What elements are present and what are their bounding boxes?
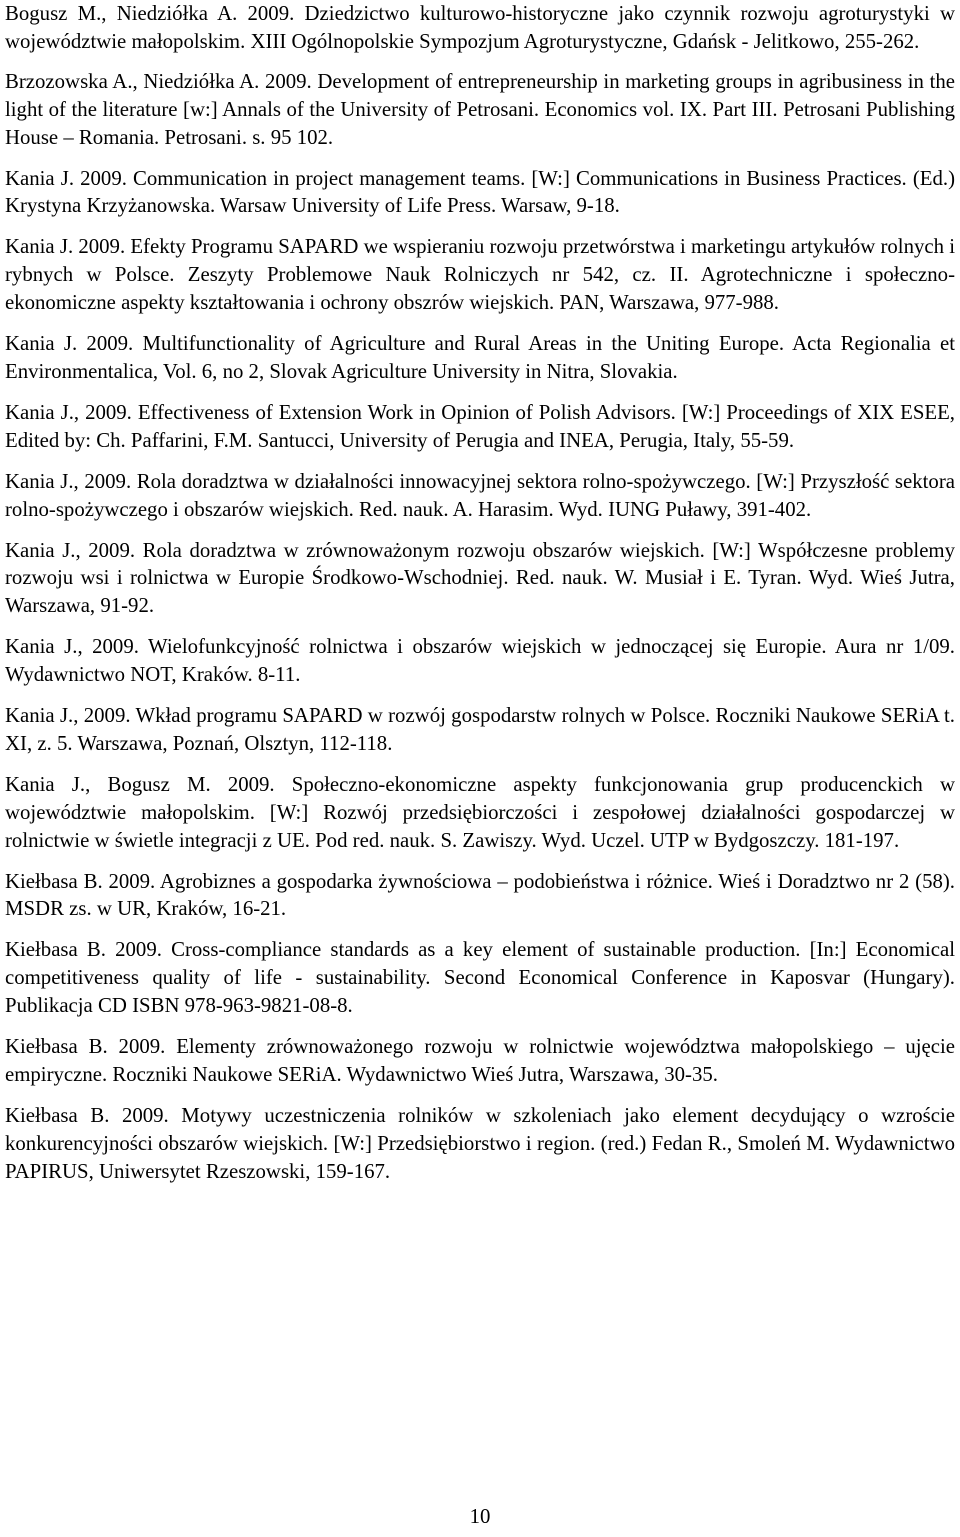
reference-entry: Bogusz M., Niedziółka A. 2009. Dziedzictwo kulturowo-historyczne jako czynnik rozwoju agroturystyki w województwie małopolskim. XIII Ogólnopolskie Sympozjum Agroturystyczne, Gdańsk - Jelitkowo, 255-262. xyxy=(5,2,955,53)
reference-entry: Kiełbasa B. 2009. Elementy zrównoważonego rozwoju w rolnictwie województwa małopolskiego – ujęcie empiryczne. Roczniki Naukowe SERiA. Wydawnictwo Wieś Jutra, Warszawa, 30-35. xyxy=(5,1035,955,1086)
reference-entry: Kania J., 2009. Wielofunkcyjność rolnictwa i obszarów wiejskich w jednoczącej się Europie. Aura nr 1/09. Wydawnictwo NOT, Kraków. 8-11. xyxy=(5,635,955,687)
reference-entry: Kania J. 2009. Efekty Programu SAPARD we wspieraniu rozwoju przetwórstwa i marketingu artykułów rolnych i rybnych w Polsce. Zeszyty Problemowe Nauk Rolniczych nr 542, cz. II. Agrotechniczne i społeczno-ekonomiczne aspekty kształtowania i ochrony obszrów wiejskich. PAN, Warszawa, 977-988. xyxy=(5,235,955,315)
reference-entry: Kania J. 2009. Communication in project management teams. [W:] Communications in Business Practices. (Ed.) Krystyna Krzyżanowska. Warsaw University of Life Press. Warsaw, 9-18. xyxy=(5,166,955,218)
reference-entry: Kiełbasa B. 2009. Agrobiznes a gospodarka żywnościowa – podobieństwa i różnice. Wieś i Doradztwo nr 2 (58). MSDR zs. w UR, Kraków, 16-21. xyxy=(5,869,955,921)
reference-entry: Brzozowska A., Niedziółka A. 2009. Development of entrepreneurship in marketing groups in agribusiness in the light of the literature [w:] Annals of the University of Petrosani. Economics vol. IX. Part III. Petrosani Publishing House – Romania. Petrosani. s. 95 102. xyxy=(5,69,955,149)
reference-entry: Kania J., 2009. Wkład programu SAPARD w rozwój gospodarstw rolnych w Polsce. Roczniki Naukowe SERiA t. XI, z. 5. Warszawa, Poznań, Olsztyn, 112-118. xyxy=(5,704,955,755)
reference-entry: Kania J., Bogusz M. 2009. Społeczno-ekonomiczne aspekty funkcjonowania grup producenckich w województwie małopolskim. [W:] Rozwój przedsiębiorczości i zespołowej działalności gospodarczej w rolnictwie w świetle integracji z UE. Pod red. nauk. S. Zawiszy. Wyd. Uczel. UTP w Bydgoszczy. 181-197. xyxy=(5,772,955,852)
reference-entry: Kania J., 2009. Rola doradztwa w działalności innowacyjnej sektora rolno-spożywczego. [W:] Przyszłość sektora rolno-spożywczego i obszarów wiejskich. Red. nauk. A. Harasim. Wyd. IUNG Puławy, 391-402. xyxy=(5,469,955,521)
reference-entry: Kania J. 2009. Multifunctionality of Agriculture and Rural Areas in the Uniting Europe. Acta Regionalia et Environmentalica, Vol. 6, no 2, Slovak Agriculture University in Nitra, Slovakia. xyxy=(5,332,955,383)
reference-list xyxy=(5,0,955,1199)
reference-entry: Kania J., 2009. Effectiveness of Extension Work in Opinion of Polish Advisors. [W:] Proceedings of XIX ESEE, Edited by: Ch. Paffarini, F.M. Santucci, University of Perugia and INEA, Perugia, Italy, 55-59. xyxy=(5,400,955,452)
reference-entry: Kania J., 2009. Rola doradztwa w zrównoważonym rozwoju obszarów wiejskich. [W:] Współczesne problemy rozwoju wsi i rolnictwa w Europie Środkowo-Wschodniej. Red. nauk. W. Musiał i E. Tyran. Wyd. Wieś Jutra, Warszawa, 91-92. xyxy=(5,538,955,618)
reference-entry: Kiełbasa B. 2009. Motywy uczestniczenia rolników w szkoleniach jako element decydujący o wzroście konkurencyjności obszarów wiejskich. [W:] Przedsiębiorstwo i region. (red.) Fedan R., Smoleń M. Wydawnictwo PAPIRUS, Uniwersytet Rzeszowski, 159-167. xyxy=(5,1103,955,1183)
page-number: 10 xyxy=(469,1505,491,1528)
reference-entry: Kiełbasa B. 2009. Cross-compliance standards as a key element of sustainable production. [In:] Economical competitiveness quality of life - sustainability. Second Economical Conference in Kaposvar (Hungary). Publikacja CD ISBN 978-963-9821-08-8. xyxy=(5,938,955,1018)
